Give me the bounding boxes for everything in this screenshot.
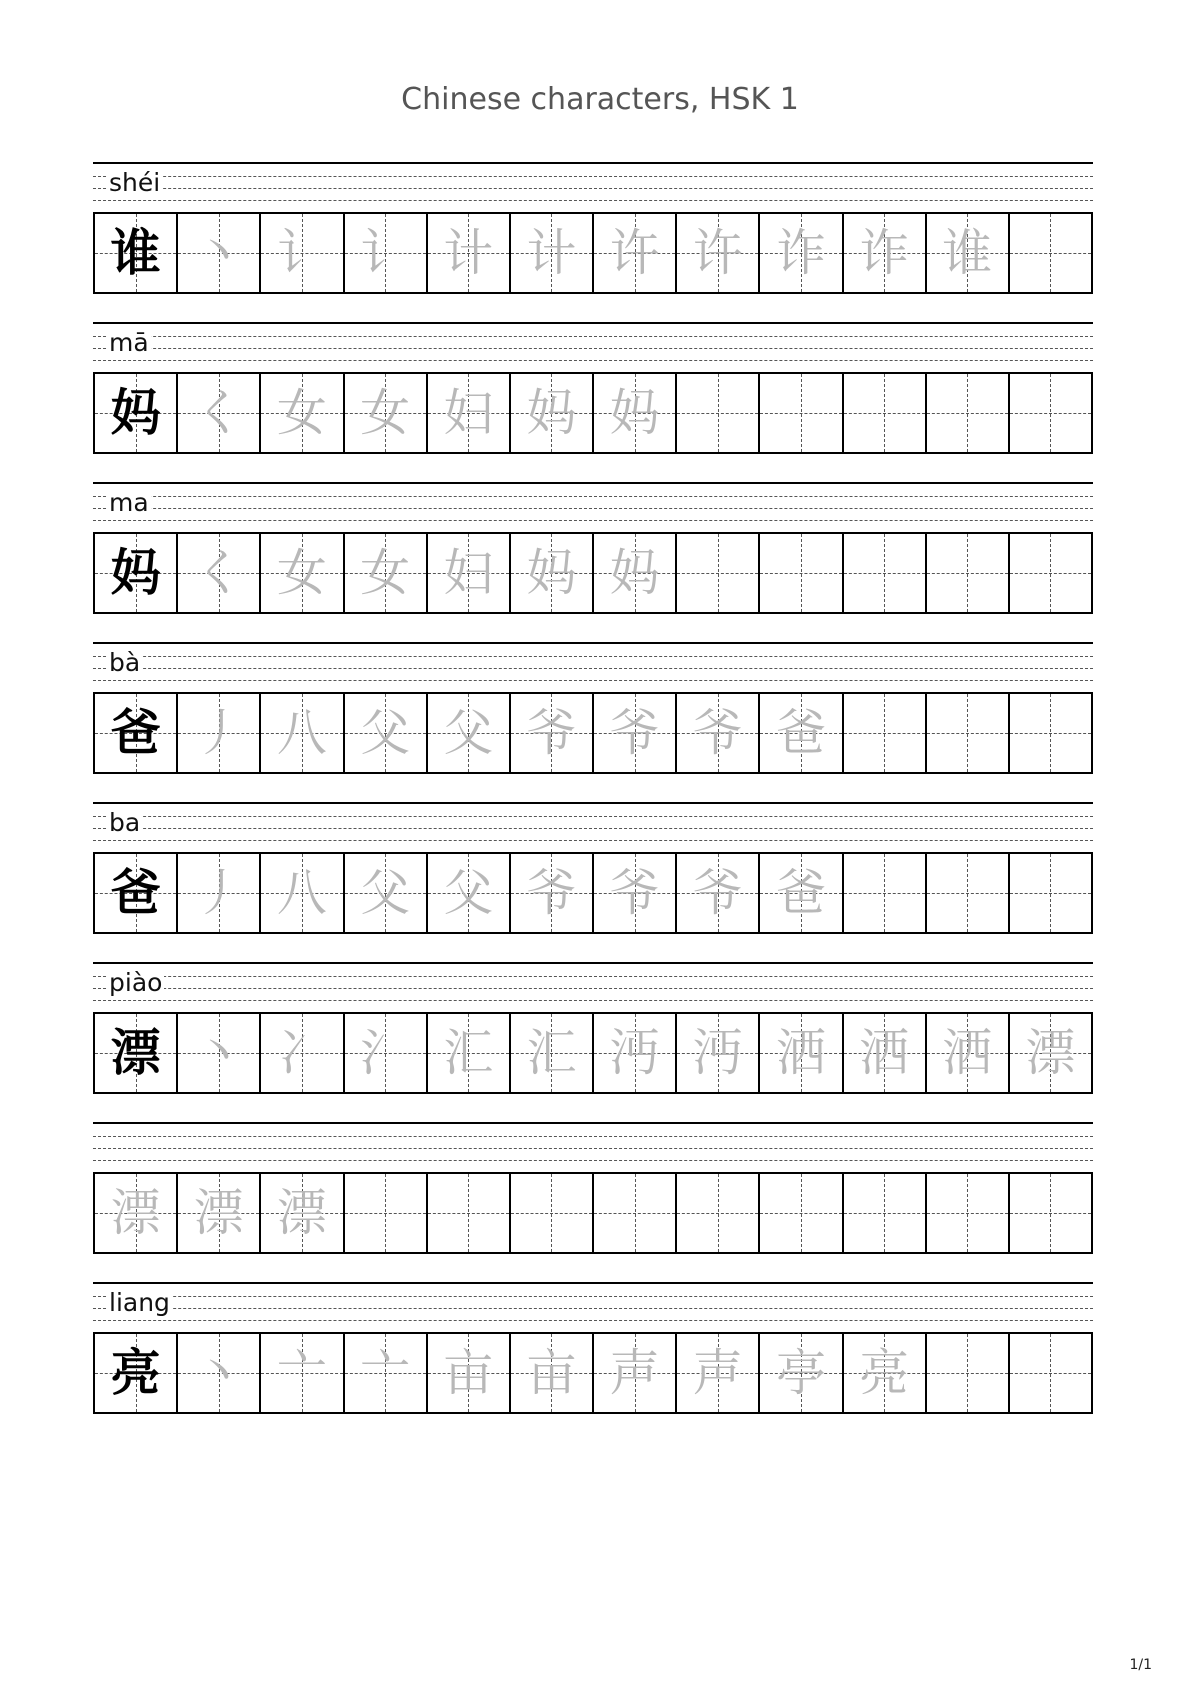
page-number: 1/1 bbox=[1129, 1657, 1152, 1673]
pinyin-dashed-rule bbox=[93, 828, 1093, 829]
pinyin-dashed-rule bbox=[93, 508, 1093, 509]
trace-character-box bbox=[178, 1334, 261, 1412]
trace-character-box bbox=[760, 214, 843, 292]
trace-character: 八 bbox=[276, 864, 327, 922]
trace-character-box bbox=[261, 1334, 344, 1412]
vertical-guide bbox=[635, 1174, 636, 1252]
trace-character: 妇 bbox=[443, 384, 494, 442]
pinyin-dashed-rule bbox=[93, 200, 1093, 201]
empty-practice-box bbox=[927, 854, 1010, 932]
trace-character: 亩 bbox=[443, 1344, 494, 1402]
empty-practice-box bbox=[511, 1174, 594, 1252]
trace-character-box bbox=[178, 534, 261, 612]
model-character: 妈 bbox=[110, 384, 161, 442]
vertical-guide bbox=[1050, 1334, 1051, 1412]
empty-practice-box bbox=[677, 374, 760, 452]
trace-character-box bbox=[927, 214, 1010, 292]
trace-character: 漂 bbox=[1025, 1024, 1076, 1082]
trace-character: 丿 bbox=[193, 704, 244, 762]
vertical-guide bbox=[884, 854, 885, 932]
trace-character-box bbox=[511, 854, 594, 932]
trace-character-box bbox=[428, 374, 511, 452]
trace-character: 丶 bbox=[193, 224, 244, 282]
trace-character-box bbox=[677, 854, 760, 932]
trace-character: 爷 bbox=[526, 864, 577, 922]
trace-character-box bbox=[345, 854, 428, 932]
row-top-rule bbox=[93, 1122, 1093, 1124]
pinyin-dashed-rule bbox=[93, 520, 1093, 521]
character-grid bbox=[93, 372, 1093, 454]
trace-character: 谁 bbox=[942, 224, 993, 282]
trace-character-box bbox=[428, 534, 511, 612]
trace-character-box bbox=[927, 1014, 1010, 1092]
trace-character: 亠 bbox=[276, 1344, 327, 1402]
trace-character-box bbox=[345, 214, 428, 292]
pinyin-dashed-rule bbox=[93, 348, 1093, 349]
trace-character-box bbox=[760, 694, 843, 772]
pinyin-guide-lines bbox=[93, 1122, 1093, 1172]
pinyin-label: liang bbox=[109, 1288, 170, 1317]
model-character-box bbox=[95, 1334, 178, 1412]
trace-character-box bbox=[95, 1174, 178, 1252]
trace-character: 爷 bbox=[609, 704, 660, 762]
trace-character-box bbox=[760, 1014, 843, 1092]
trace-character: 父 bbox=[360, 864, 411, 922]
model-character: 谁 bbox=[110, 224, 161, 282]
pinyin-dashed-rule bbox=[93, 656, 1093, 657]
trace-character: 诈 bbox=[859, 224, 910, 282]
trace-character-box bbox=[261, 374, 344, 452]
trace-character: 许 bbox=[609, 224, 660, 282]
trace-character: 父 bbox=[443, 704, 494, 762]
trace-character: 漂 bbox=[193, 1184, 244, 1242]
pinyin-label: ma bbox=[109, 488, 149, 517]
trace-character: 丶 bbox=[193, 1024, 244, 1082]
character-grid bbox=[93, 852, 1093, 934]
vertical-guide bbox=[1050, 694, 1051, 772]
trace-character-box bbox=[345, 694, 428, 772]
vertical-guide bbox=[1050, 374, 1051, 452]
row-top-rule bbox=[93, 1282, 1093, 1284]
trace-character-box bbox=[594, 854, 677, 932]
empty-practice-box bbox=[927, 1174, 1010, 1252]
practice-row bbox=[93, 1122, 1093, 1282]
pinyin-dashed-rule bbox=[93, 188, 1093, 189]
vertical-guide bbox=[801, 534, 802, 612]
row-top-rule bbox=[93, 162, 1093, 164]
trace-character-box bbox=[178, 374, 261, 452]
trace-character-box bbox=[594, 534, 677, 612]
pinyin-dashed-rule bbox=[93, 1136, 1093, 1137]
character-grid bbox=[93, 532, 1093, 614]
vertical-guide bbox=[967, 1334, 968, 1412]
trace-character-box bbox=[760, 854, 843, 932]
trace-character-box bbox=[760, 1334, 843, 1412]
row-top-rule bbox=[93, 962, 1093, 964]
trace-character: 汇 bbox=[443, 1024, 494, 1082]
vertical-guide bbox=[718, 1174, 719, 1252]
trace-character-box bbox=[261, 214, 344, 292]
empty-practice-box bbox=[345, 1174, 428, 1252]
trace-character: 漂 bbox=[110, 1184, 161, 1242]
trace-character: 妈 bbox=[609, 384, 660, 442]
pinyin-guide-lines bbox=[93, 802, 1093, 852]
character-grid bbox=[93, 1012, 1093, 1094]
empty-practice-box bbox=[1010, 534, 1091, 612]
trace-character: 洒 bbox=[942, 1024, 993, 1082]
trace-character: 汇 bbox=[526, 1024, 577, 1082]
trace-character: 亮 bbox=[859, 1344, 910, 1402]
trace-character-box bbox=[677, 214, 760, 292]
model-character: 爸 bbox=[110, 704, 161, 762]
character-grid bbox=[93, 1172, 1093, 1254]
empty-practice-box bbox=[428, 1174, 511, 1252]
trace-character-box bbox=[345, 1014, 428, 1092]
character-grid bbox=[93, 212, 1093, 294]
pinyin-label: mā bbox=[109, 328, 149, 357]
vertical-guide bbox=[967, 694, 968, 772]
pinyin-label: ba bbox=[109, 808, 141, 837]
vertical-guide bbox=[1050, 1174, 1051, 1252]
empty-practice-box bbox=[677, 1174, 760, 1252]
empty-practice-box bbox=[1010, 374, 1091, 452]
trace-character-box bbox=[511, 694, 594, 772]
row-top-rule bbox=[93, 802, 1093, 804]
pinyin-dashed-rule bbox=[93, 976, 1093, 977]
practice-row bbox=[93, 962, 1093, 1122]
vertical-guide bbox=[801, 1174, 802, 1252]
pinyin-dashed-rule bbox=[93, 1296, 1093, 1297]
empty-practice-box bbox=[927, 1334, 1010, 1412]
practice-row bbox=[93, 162, 1093, 322]
vertical-guide bbox=[1050, 854, 1051, 932]
trace-character-box bbox=[594, 374, 677, 452]
practice-row bbox=[93, 802, 1093, 962]
trace-character-box bbox=[844, 1334, 927, 1412]
pinyin-guide-lines bbox=[93, 322, 1093, 372]
vertical-guide bbox=[385, 1174, 386, 1252]
trace-character-box bbox=[594, 1014, 677, 1092]
trace-character-box bbox=[511, 1014, 594, 1092]
empty-practice-box bbox=[760, 534, 843, 612]
practice-row bbox=[93, 642, 1093, 802]
pinyin-dashed-rule bbox=[93, 176, 1093, 177]
pinyin-label: piào bbox=[109, 968, 163, 997]
trace-character: 冫 bbox=[276, 1024, 327, 1082]
vertical-guide bbox=[551, 1174, 552, 1252]
empty-practice-box bbox=[927, 374, 1010, 452]
pinyin-guide-lines bbox=[93, 642, 1093, 692]
pinyin-dashed-rule bbox=[93, 1148, 1093, 1149]
trace-character-box bbox=[178, 1014, 261, 1092]
pinyin-dashed-rule bbox=[93, 680, 1093, 681]
trace-character-box bbox=[511, 374, 594, 452]
trace-character-box bbox=[261, 854, 344, 932]
pinyin-dashed-rule bbox=[93, 668, 1093, 669]
pinyin-dashed-rule bbox=[93, 1000, 1093, 1001]
row-top-rule bbox=[93, 322, 1093, 324]
practice-row bbox=[93, 482, 1093, 642]
trace-character: 女 bbox=[276, 544, 327, 602]
trace-character-box bbox=[178, 1174, 261, 1252]
trace-character: 计 bbox=[526, 224, 577, 282]
trace-character: 亠 bbox=[360, 1344, 411, 1402]
model-character: 妈 bbox=[110, 544, 161, 602]
trace-character: 漂 bbox=[276, 1184, 327, 1242]
trace-character: 妇 bbox=[443, 544, 494, 602]
empty-practice-box bbox=[927, 694, 1010, 772]
trace-character-box bbox=[261, 694, 344, 772]
empty-practice-box bbox=[1010, 694, 1091, 772]
pinyin-guide-lines bbox=[93, 482, 1093, 532]
trace-character-box bbox=[178, 694, 261, 772]
trace-character: 妈 bbox=[526, 384, 577, 442]
trace-character: 爷 bbox=[526, 704, 577, 762]
vertical-guide bbox=[801, 374, 802, 452]
trace-character: 洒 bbox=[859, 1024, 910, 1082]
trace-character-box bbox=[428, 694, 511, 772]
empty-practice-box bbox=[1010, 1174, 1091, 1252]
trace-character: 女 bbox=[360, 384, 411, 442]
trace-character: 爸 bbox=[775, 704, 826, 762]
vertical-guide bbox=[967, 1174, 968, 1252]
empty-practice-box bbox=[844, 694, 927, 772]
trace-character: 氵 bbox=[360, 1024, 411, 1082]
vertical-guide bbox=[884, 1174, 885, 1252]
model-character-box bbox=[95, 374, 178, 452]
vertical-guide bbox=[967, 854, 968, 932]
pinyin-guide-lines bbox=[93, 1282, 1093, 1332]
empty-practice-box bbox=[1010, 214, 1091, 292]
trace-character-box bbox=[428, 854, 511, 932]
model-character-box bbox=[95, 214, 178, 292]
trace-character: 亩 bbox=[526, 1344, 577, 1402]
trace-character: く bbox=[193, 544, 244, 602]
model-character-box bbox=[95, 854, 178, 932]
trace-character: 爷 bbox=[692, 864, 743, 922]
trace-character-box bbox=[261, 534, 344, 612]
pinyin-guide-lines bbox=[93, 162, 1093, 212]
trace-character: 妈 bbox=[609, 544, 660, 602]
pinyin-dashed-rule bbox=[93, 1308, 1093, 1309]
trace-character: 丶 bbox=[193, 1344, 244, 1402]
empty-practice-box bbox=[844, 534, 927, 612]
empty-practice-box bbox=[844, 374, 927, 452]
empty-practice-box bbox=[760, 1174, 843, 1252]
trace-character: 父 bbox=[360, 704, 411, 762]
trace-character: 爷 bbox=[692, 704, 743, 762]
trace-character-box bbox=[428, 214, 511, 292]
model-character: 漂 bbox=[110, 1024, 161, 1082]
pinyin-dashed-rule bbox=[93, 1160, 1093, 1161]
vertical-guide bbox=[967, 534, 968, 612]
trace-character: 女 bbox=[276, 384, 327, 442]
empty-practice-box bbox=[927, 534, 1010, 612]
model-character-box bbox=[95, 694, 178, 772]
model-character-box bbox=[95, 534, 178, 612]
trace-character-box bbox=[178, 214, 261, 292]
pinyin-dashed-rule bbox=[93, 840, 1093, 841]
empty-practice-box bbox=[1010, 854, 1091, 932]
empty-practice-box bbox=[677, 534, 760, 612]
trace-character-box bbox=[677, 1014, 760, 1092]
pinyin-dashed-rule bbox=[93, 360, 1093, 361]
trace-character-box bbox=[345, 534, 428, 612]
trace-character: 爷 bbox=[609, 864, 660, 922]
trace-character: 亭 bbox=[775, 1344, 826, 1402]
character-grid bbox=[93, 1332, 1093, 1414]
vertical-guide bbox=[718, 374, 719, 452]
trace-character-box bbox=[677, 694, 760, 772]
model-character-box bbox=[95, 1014, 178, 1092]
pinyin-guide-lines bbox=[93, 962, 1093, 1012]
model-character: 亮 bbox=[110, 1344, 161, 1402]
row-top-rule bbox=[93, 642, 1093, 644]
page-title: Chinese characters, HSK 1 bbox=[401, 82, 799, 117]
pinyin-label: shéi bbox=[109, 168, 161, 197]
trace-character: 声 bbox=[609, 1344, 660, 1402]
trace-character-box bbox=[345, 374, 428, 452]
trace-character-box bbox=[844, 214, 927, 292]
vertical-guide bbox=[884, 534, 885, 612]
trace-character-box bbox=[511, 214, 594, 292]
pinyin-dashed-rule bbox=[93, 988, 1093, 989]
trace-character-box bbox=[511, 534, 594, 612]
trace-character-box bbox=[428, 1014, 511, 1092]
trace-character-box bbox=[594, 1334, 677, 1412]
row-top-rule bbox=[93, 482, 1093, 484]
vertical-guide bbox=[884, 694, 885, 772]
trace-character-box bbox=[261, 1014, 344, 1092]
trace-character: 八 bbox=[276, 704, 327, 762]
trace-character-box bbox=[345, 1334, 428, 1412]
trace-character: 诈 bbox=[775, 224, 826, 282]
vertical-guide bbox=[884, 374, 885, 452]
trace-character: 讠 bbox=[360, 224, 411, 282]
pinyin-dashed-rule bbox=[93, 816, 1093, 817]
trace-character-box bbox=[178, 854, 261, 932]
trace-character: 丿 bbox=[193, 864, 244, 922]
empty-practice-box bbox=[844, 854, 927, 932]
vertical-guide bbox=[967, 374, 968, 452]
empty-practice-box bbox=[844, 1174, 927, 1252]
pinyin-dashed-rule bbox=[93, 1320, 1093, 1321]
trace-character: 沔 bbox=[692, 1024, 743, 1082]
trace-character-box bbox=[428, 1334, 511, 1412]
empty-practice-box bbox=[1010, 1334, 1091, 1412]
trace-character: 沔 bbox=[609, 1024, 660, 1082]
vertical-guide bbox=[1050, 534, 1051, 612]
trace-character: 妈 bbox=[526, 544, 577, 602]
trace-character: 许 bbox=[692, 224, 743, 282]
vertical-guide bbox=[1050, 214, 1051, 292]
trace-character-box bbox=[511, 1334, 594, 1412]
vertical-guide bbox=[468, 1174, 469, 1252]
trace-character-box bbox=[1010, 1014, 1091, 1092]
empty-practice-box bbox=[760, 374, 843, 452]
practice-row bbox=[93, 322, 1093, 482]
pinyin-dashed-rule bbox=[93, 496, 1093, 497]
pinyin-label: bà bbox=[109, 648, 141, 677]
trace-character-box bbox=[261, 1174, 344, 1252]
trace-character: 洒 bbox=[775, 1024, 826, 1082]
character-grid bbox=[93, 692, 1093, 774]
trace-character: 爸 bbox=[775, 864, 826, 922]
trace-character: 女 bbox=[360, 544, 411, 602]
trace-character-box bbox=[677, 1334, 760, 1412]
trace-character-box bbox=[844, 1014, 927, 1092]
trace-character: 讠 bbox=[276, 224, 327, 282]
trace-character: 声 bbox=[692, 1344, 743, 1402]
trace-character: 父 bbox=[443, 864, 494, 922]
trace-character: く bbox=[193, 384, 244, 442]
trace-character-box bbox=[594, 694, 677, 772]
pinyin-dashed-rule bbox=[93, 336, 1093, 337]
practice-row bbox=[93, 1282, 1093, 1442]
trace-character-box bbox=[594, 214, 677, 292]
vertical-guide bbox=[718, 534, 719, 612]
trace-character: 计 bbox=[443, 224, 494, 282]
empty-practice-box bbox=[594, 1174, 677, 1252]
model-character: 爸 bbox=[110, 864, 161, 922]
